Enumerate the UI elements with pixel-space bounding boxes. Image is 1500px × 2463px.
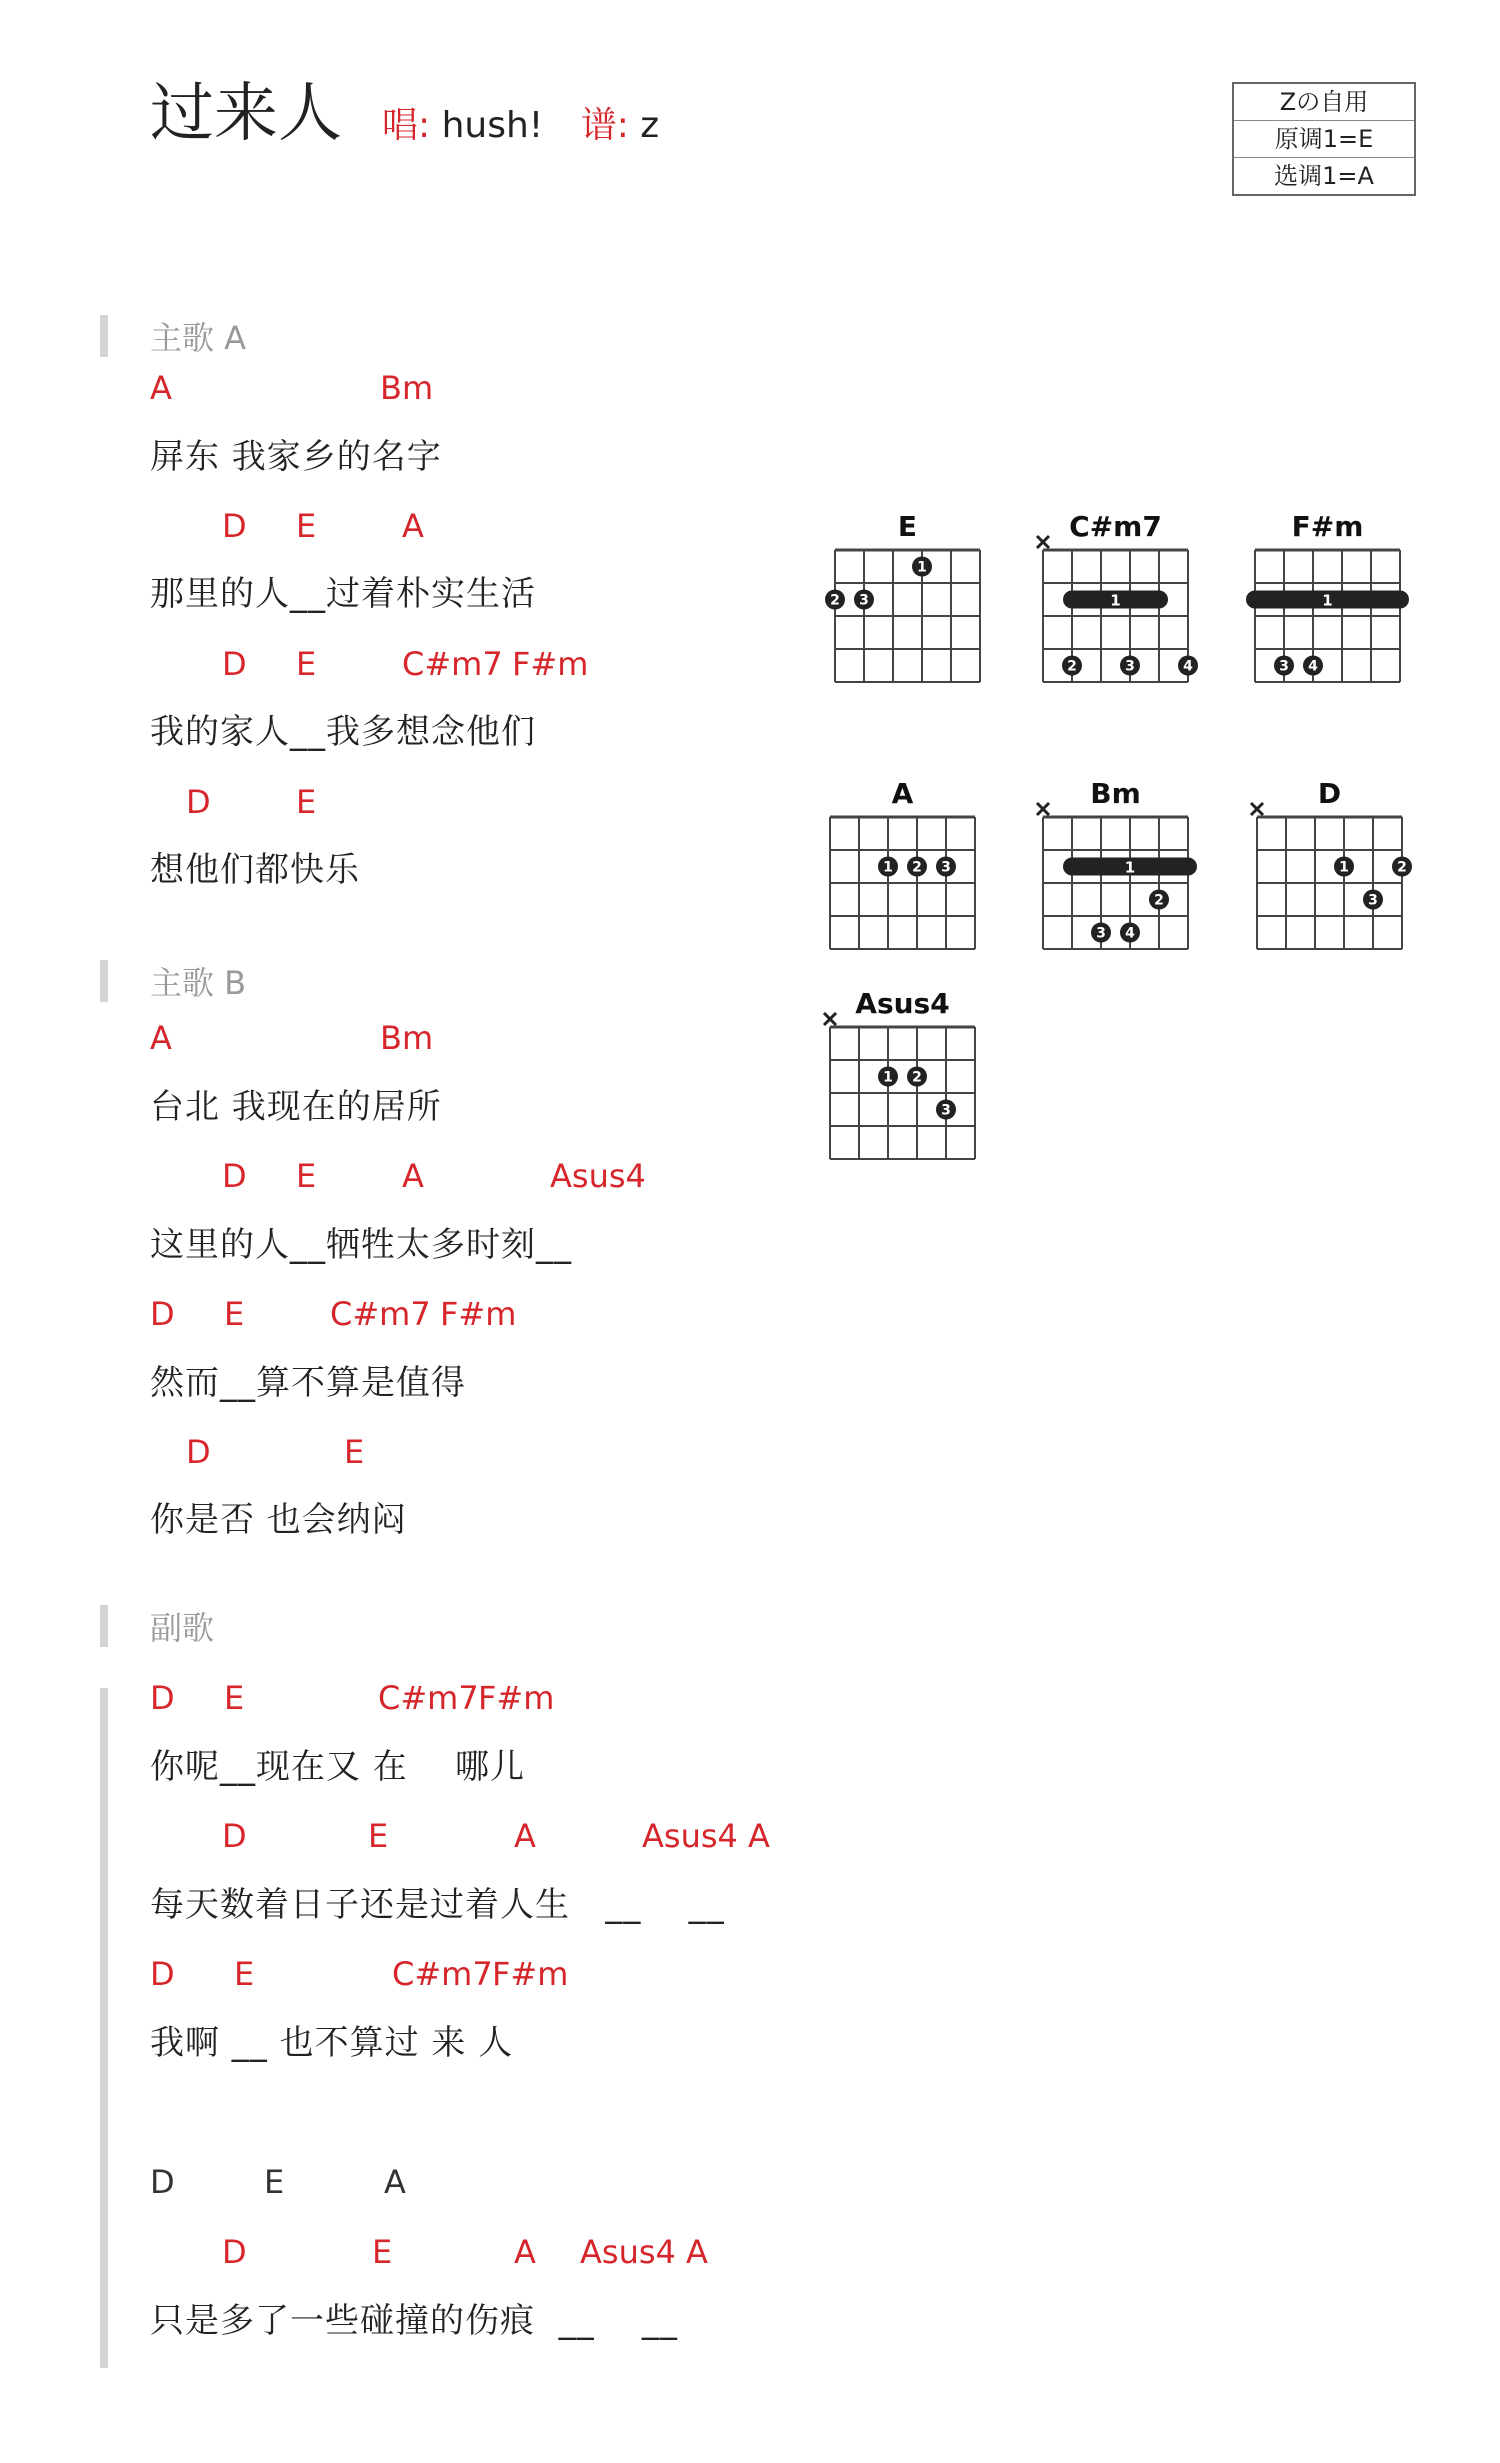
chord-label: D bbox=[222, 2233, 247, 2271]
chord-chart-name: Asus4 bbox=[855, 987, 950, 1020]
finger-number: 3 bbox=[1125, 658, 1135, 675]
mute-x-icon bbox=[1251, 803, 1263, 815]
chord-label: F#m bbox=[478, 1679, 555, 1717]
chord-chart-svg bbox=[825, 508, 995, 688]
chord-chart-csharp-m7 bbox=[1033, 508, 1203, 688]
finger-number: 1 bbox=[883, 1069, 893, 1086]
chord-label: A bbox=[686, 2233, 708, 2271]
chord-label: E bbox=[296, 783, 317, 821]
lyric-text: 台北 我现在的居所 bbox=[150, 1087, 442, 1127]
chord-chart-fsharp-m bbox=[1245, 508, 1415, 688]
chord-label: F#m bbox=[492, 1955, 569, 1993]
chord-label: D bbox=[186, 1433, 211, 1471]
chord-label: A bbox=[514, 1817, 536, 1855]
chord-label: A bbox=[514, 2233, 536, 2271]
chord-chart-asus4 bbox=[820, 985, 990, 1165]
song-title: 过来人 bbox=[150, 77, 342, 151]
chord-label: Bm bbox=[380, 369, 434, 407]
chord-label: Bm bbox=[380, 1019, 434, 1057]
arranger-name: z bbox=[640, 105, 660, 146]
chord-label: C#m7 bbox=[378, 1679, 479, 1717]
chord-label: C#m7 bbox=[330, 1295, 431, 1333]
finger-number: 4 bbox=[1183, 658, 1193, 675]
chord-chart-svg bbox=[820, 985, 990, 1165]
lyric-text: 你呢__现在又 在 哪儿 bbox=[150, 1747, 526, 1787]
chord-label: E bbox=[296, 1157, 317, 1195]
lyric-text: 然而__算不算是值得 bbox=[150, 1363, 466, 1403]
section-bar-verse-a bbox=[100, 315, 108, 357]
finger-number: 1 bbox=[1110, 591, 1121, 610]
chord-chart-d bbox=[1247, 775, 1417, 955]
chord-label: E bbox=[368, 1817, 389, 1855]
chord-label: D bbox=[222, 1157, 247, 1195]
lyric-text: 这里的人__牺牲太多时刻__ bbox=[150, 1225, 572, 1265]
chord-chart-name: F#m bbox=[1291, 510, 1364, 543]
chord-label: D bbox=[222, 645, 247, 683]
chord-chart-name: Bm bbox=[1090, 777, 1141, 810]
chord-label: D bbox=[222, 507, 247, 545]
chord-label: D bbox=[150, 1955, 175, 1993]
singer-label: 唱: bbox=[382, 105, 431, 146]
finger-number: 3 bbox=[1368, 892, 1378, 909]
arranger-label: 谱: bbox=[580, 105, 629, 146]
chord-label: E bbox=[224, 1679, 245, 1717]
chord-label: D bbox=[150, 2163, 175, 2201]
section-bar-chorus bbox=[100, 1605, 108, 1647]
lyric-text: 我的家人__我多想念他们 bbox=[150, 712, 536, 752]
lyric-text: 屏东 我家乡的名字 bbox=[150, 437, 442, 477]
finger-number: 2 bbox=[1397, 859, 1407, 876]
finger-number: 3 bbox=[941, 1102, 951, 1119]
chord-label: A bbox=[150, 369, 172, 407]
chord-label: A bbox=[402, 1157, 424, 1195]
chord-label: A bbox=[150, 1019, 172, 1057]
mute-x-icon bbox=[1037, 536, 1049, 548]
chord-label: E bbox=[264, 2163, 285, 2201]
song-meta bbox=[382, 105, 685, 146]
finger-number: 1 bbox=[1339, 859, 1349, 876]
finger-number: 2 bbox=[912, 1069, 922, 1086]
section-bar-verse-b bbox=[100, 960, 108, 1002]
chord-chart-name: C#m7 bbox=[1069, 510, 1162, 543]
chord-chart-name: D bbox=[1317, 777, 1342, 810]
section-label-verse-b: 主歌 B bbox=[150, 964, 247, 1002]
finger-number: 4 bbox=[1308, 658, 1318, 675]
chord-label: F#m bbox=[440, 1295, 517, 1333]
finger-number: 3 bbox=[859, 592, 869, 609]
singer-name: hush! bbox=[441, 105, 544, 146]
chord-label: E bbox=[224, 1295, 245, 1333]
finger-number: 4 bbox=[1125, 925, 1135, 942]
lyric-text: 你是否 也会纳闷 bbox=[150, 1500, 407, 1540]
key-info-owner: Zの自用 bbox=[1279, 88, 1369, 116]
lyric-text: 想他们都快乐 bbox=[150, 850, 360, 890]
section-label-verse-a: 主歌 A bbox=[150, 319, 247, 357]
lyric-text: 我啊 __ 也不算过 来 人 bbox=[150, 2023, 514, 2063]
chord-label: C#m7 bbox=[392, 1955, 493, 1993]
chord-chart-svg bbox=[820, 775, 990, 955]
chord-chart-svg bbox=[1033, 508, 1203, 688]
chord-label: Asus4 bbox=[642, 1817, 738, 1855]
lyric-text: 只是多了一些碰撞的伤痕 __ __ bbox=[150, 2301, 678, 2341]
section-label-chorus: 副歌 bbox=[150, 1609, 215, 1647]
chord-label: A bbox=[384, 2163, 406, 2201]
key-info-selected: 选调1=A bbox=[1234, 157, 1414, 194]
finger-number: 3 bbox=[1096, 925, 1106, 942]
finger-number: 3 bbox=[1279, 658, 1289, 675]
key-info-original: 原调1=E bbox=[1234, 120, 1414, 157]
mute-x-icon bbox=[824, 1013, 836, 1025]
chord-label: E bbox=[234, 1955, 255, 1993]
chord-label: D bbox=[222, 1817, 247, 1855]
chord-label: D bbox=[150, 1679, 175, 1717]
lyric-text: 每天数着日子还是过着人生 __ __ bbox=[150, 1885, 725, 1925]
chord-label: Asus4 bbox=[550, 1157, 646, 1195]
chord-label: D bbox=[186, 783, 211, 821]
chord-chart-name: E bbox=[897, 510, 918, 543]
chord-chart-svg bbox=[1247, 775, 1417, 955]
chord-label: E bbox=[296, 645, 317, 683]
chord-label: F#m bbox=[512, 645, 589, 683]
chord-label: Asus4 bbox=[580, 2233, 676, 2271]
chord-chart-bm bbox=[1033, 775, 1203, 955]
section-bar-chorus-long bbox=[100, 1688, 108, 2368]
finger-number: 2 bbox=[912, 859, 922, 876]
lyric-text: 那里的人__过着朴实生活 bbox=[150, 574, 536, 614]
mute-x-icon bbox=[1037, 803, 1049, 815]
finger-number: 1 bbox=[917, 559, 927, 576]
finger-number: 1 bbox=[1322, 591, 1333, 610]
chord-label: E bbox=[344, 1433, 365, 1471]
finger-number: 2 bbox=[1067, 658, 1077, 675]
chord-chart-e bbox=[825, 508, 995, 688]
finger-number: 1 bbox=[883, 859, 893, 876]
chord-label: E bbox=[296, 507, 317, 545]
finger-number: 3 bbox=[941, 859, 951, 876]
chord-chart-svg bbox=[1033, 775, 1203, 955]
chord-label: E bbox=[372, 2233, 393, 2271]
chord-label: A bbox=[748, 1817, 770, 1855]
finger-number: 2 bbox=[1154, 892, 1164, 909]
chord-label: A bbox=[402, 507, 424, 545]
chord-label: C#m7 bbox=[402, 645, 503, 683]
chord-chart-name: A bbox=[891, 777, 914, 810]
chord-label: D bbox=[150, 1295, 175, 1333]
finger-number: 2 bbox=[830, 592, 840, 609]
finger-number: 1 bbox=[1124, 858, 1136, 877]
chord-chart-a bbox=[820, 775, 990, 955]
key-info-box bbox=[1232, 82, 1416, 196]
chord-chart-svg bbox=[1245, 508, 1415, 688]
